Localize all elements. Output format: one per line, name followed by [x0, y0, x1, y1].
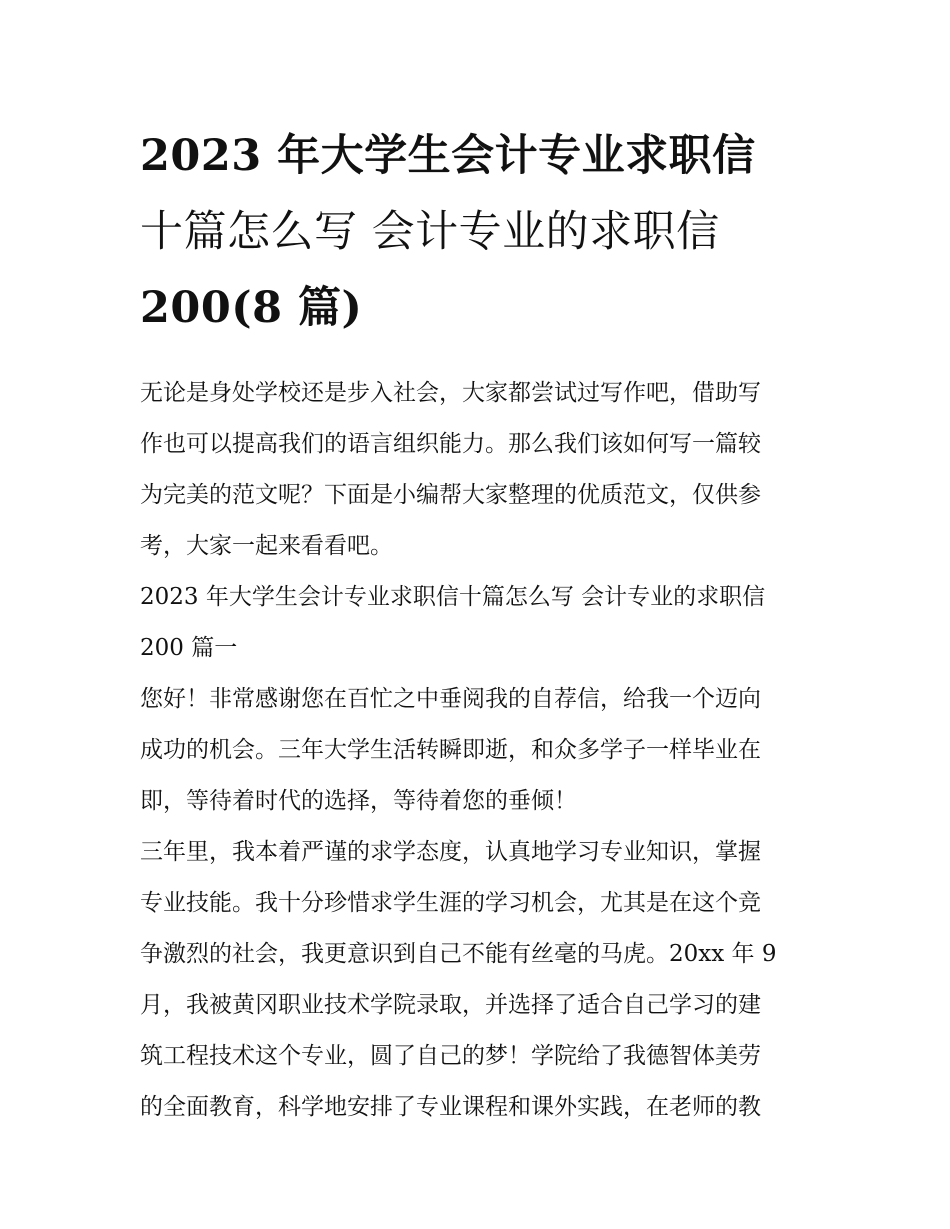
paragraph-1	[140, 674, 812, 827]
paragraph-2	[140, 827, 812, 1133]
paragraph-1-line-3: 即，等待着时代的选择，等待着您的垂倾！	[140, 788, 577, 814]
paragraph-2-line-1: 三年里，我本着严谨的求学态度，认真地学习专业知识，掌握	[140, 839, 761, 865]
paragraph-2-line-2: 专业技能。我十分珍惜求学生涯的学习机会，尤其是在这个竞	[140, 890, 761, 916]
intro-line-4: 考，大家一起来看看吧。	[140, 533, 393, 559]
document-page	[140, 118, 812, 1133]
title-line-2: 十篇怎么写 会计专业的求职信	[140, 207, 720, 257]
paragraph-1-line-1: 您好！非常感谢您在百忙之中垂阅我的自荐信，给我一个迈向	[140, 686, 761, 712]
section-heading	[140, 572, 812, 674]
intro-line-2: 作也可以提高我们的语言组织能力。那么我们该如何写一篇较	[140, 431, 761, 457]
paragraph-1-line-2: 成功的机会。三年大学生活转瞬即逝，和众多学子一样毕业在	[140, 737, 761, 763]
paragraph-2-line-4: 月，我被黄冈职业技术学院录取，并选择了适合自己学习的建	[140, 992, 761, 1018]
paragraph-2-line-5: 筑工程技术这个专业，圆了自己的梦！学院给了我德智体美劳	[140, 1043, 761, 1069]
paragraph-2-line-6: 的全面教育，科学地安排了专业课程和课外实践，在老师的教	[140, 1094, 761, 1120]
section-heading-line-2: 200 篇一	[140, 635, 238, 661]
paragraph-2-line-3: 争激烈的社会，我更意识到自己不能有丝毫的马虎。20xx 年 9	[140, 941, 777, 967]
intro-line-1: 无论是身处学校还是步入社会，大家都尝试过写作吧，借助写	[140, 380, 761, 406]
document-title	[140, 118, 812, 346]
document-body	[140, 368, 812, 1133]
intro-paragraph	[140, 368, 812, 572]
intro-line-3: 为完美的范文呢？下面是小编帮大家整理的优质范文，仅供参	[140, 482, 761, 508]
title-line-1: 2023 年大学生会计专业求职信	[140, 131, 756, 181]
title-line-3: 200(8 篇)	[140, 283, 363, 333]
section-heading-line-1: 2023 年大学生会计专业求职信十篇怎么写 会计专业的求职信	[140, 584, 766, 610]
